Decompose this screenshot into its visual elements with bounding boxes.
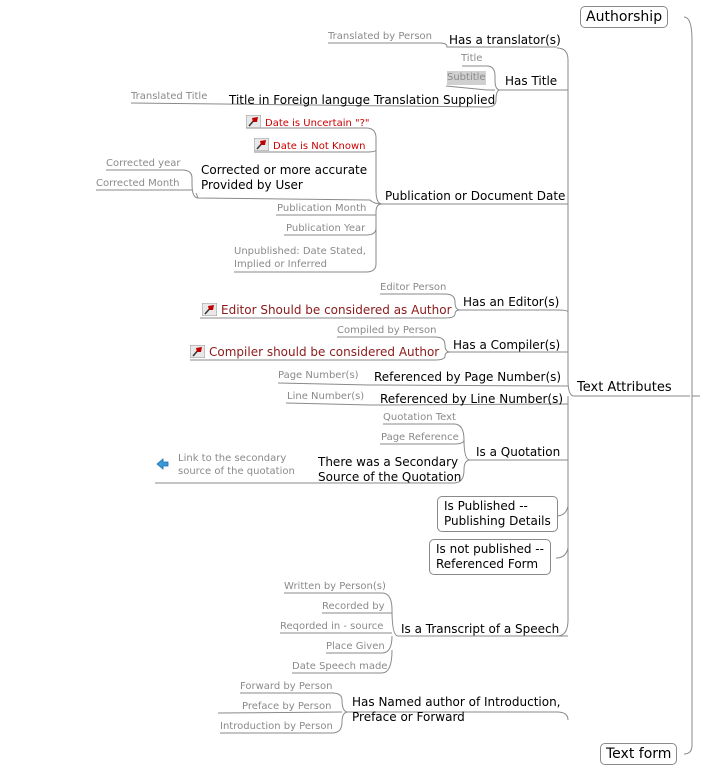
intro-by-node[interactable]: Introduction by Person — [220, 721, 333, 732]
has-title-node[interactable]: Has Title — [505, 74, 558, 88]
written-by-node[interactable]: Written by Person(s) — [284, 581, 386, 592]
line-numbers-node[interactable]: Line Number(s) — [287, 391, 365, 402]
date-not-known-label: Date is Not Known — [273, 141, 366, 152]
not-published-node[interactable]: Is not published -- Referenced Form — [429, 539, 551, 575]
flag-icon — [202, 303, 217, 316]
recorded-in-node[interactable]: Reqorded in - source — [280, 621, 384, 632]
link-secondary-node[interactable]: Link to the secondary source of the quotation — [178, 453, 295, 477]
translated-by-person-node[interactable]: Translated by Person — [328, 31, 432, 42]
corrected-info-node[interactable]: Corrected or more accurate Provided by User — [201, 163, 368, 192]
page-numbers-node[interactable]: Page Number(s) — [278, 370, 359, 381]
preface-by-node[interactable]: Preface by Person — [242, 701, 332, 712]
has-translator-node[interactable]: Has a translator(s) — [449, 33, 561, 47]
compiler-author-node[interactable] — [190, 345, 439, 359]
is-published-node[interactable]: Is Published -- Publishing Details — [437, 496, 558, 532]
has-compiler-node[interactable]: Has a Compiler(s) — [453, 338, 561, 352]
page-reference-node[interactable]: Page Reference — [381, 432, 459, 443]
has-editor-node[interactable]: Has an Editor(s) — [463, 295, 560, 309]
compiled-by-node[interactable]: Compiled by Person — [337, 325, 437, 336]
ref-page-node[interactable]: Referenced by Page Number(s) — [374, 370, 562, 384]
date-speech-node[interactable]: Date Speech made — [292, 661, 388, 672]
text-form-node[interactable]: Text form — [600, 743, 677, 765]
forward-by-node[interactable]: Forward by Person — [240, 681, 333, 692]
editor-author-label: Editor Should be considered as Author — [221, 303, 452, 317]
pub-month-node[interactable]: Publication Month — [277, 203, 367, 214]
corrected-month-node[interactable]: Corrected Month — [96, 178, 180, 189]
flag-icon — [246, 115, 261, 128]
arrow-left-icon[interactable] — [156, 458, 170, 472]
corrected-year-node[interactable]: Corrected year — [106, 158, 181, 169]
is-transcript-node[interactable]: Is a Transcript of a Speech — [401, 622, 560, 636]
recorded-by-node[interactable]: Recorded by — [322, 601, 385, 612]
title-foreign-node[interactable]: Title in Foreign languge Translation Supplied — [229, 93, 496, 107]
subtitle-node[interactable]: Subtitle — [447, 72, 486, 83]
date-not-known-node[interactable] — [254, 138, 365, 154]
editor-person-node[interactable]: Editor Person — [380, 282, 447, 293]
date-uncertain-label: Date is Uncertain "?" — [265, 118, 370, 129]
is-quotation-node[interactable]: Is a Quotation — [476, 445, 561, 459]
authorship-node[interactable]: Authorship — [580, 6, 668, 28]
pub-year-node[interactable]: Publication Year — [286, 223, 366, 234]
title-node[interactable]: Title — [461, 53, 483, 64]
place-given-node[interactable]: Place Given — [326, 641, 385, 652]
compiler-author-label: Compiler should be considered Author — [209, 345, 440, 359]
unpublished-node[interactable]: Unpublished: Date Stated, Implied or Inferred — [234, 246, 366, 270]
translated-title-node[interactable]: Translated Title — [131, 91, 208, 102]
flag-icon — [190, 345, 205, 358]
pub-date-node[interactable]: Publication or Document Date — [385, 189, 566, 203]
named-author-node[interactable]: Has Named author of Introduction, Preface or Forward — [352, 695, 561, 724]
editor-author-node[interactable] — [202, 303, 452, 317]
ref-line-node[interactable]: Referenced by Line Number(s) — [380, 392, 564, 406]
quotation-text-node[interactable]: Quotation Text — [383, 412, 456, 423]
secondary-source-node[interactable]: There was a Secondary Source of the Quotation — [318, 455, 462, 484]
flag-icon — [254, 138, 269, 151]
date-uncertain-node[interactable] — [246, 115, 370, 131]
text-attributes-node[interactable]: Text Attributes — [577, 380, 672, 395]
